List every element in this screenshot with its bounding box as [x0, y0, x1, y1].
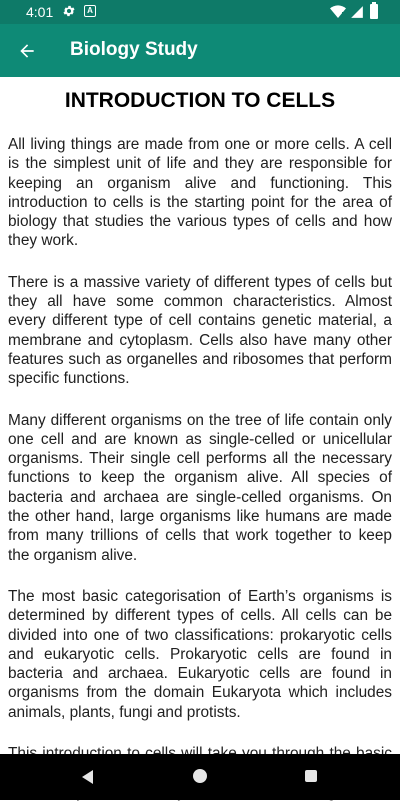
system-nav-bar: [0, 754, 400, 800]
gear-icon: [62, 4, 76, 18]
article-scroll-view[interactable]: [0, 77, 400, 754]
status-time: 4:01: [26, 4, 54, 20]
app-bar: [0, 24, 400, 77]
back-triangle-icon[interactable]: [80, 769, 96, 785]
article-paragraph: All living things are made from one or more cells. A cell is the simplest unit of life and they are responsible for keeping an organism alive and functioning. This introduction to cells is the starting point for the area of biology that studies the various types of cells and how they work.: [8, 136, 392, 250]
status-bar: [0, 0, 400, 24]
app-title: Biology Study: [70, 39, 198, 60]
recents-square-icon[interactable]: [305, 770, 317, 782]
arrow-back-icon: [17, 41, 37, 61]
signal-icon: [350, 5, 364, 19]
article-paragraph: Many different organisms on the tree of life contain only one cell and are known as single-celled or unicellular organisms. Their single cell performs all the necessary functions to keep the organism alive. All species of bacteria and archaea are single-celled organisms. On the other hand, large organisms like humans are made from many trillions of cells that work together to keep the organism alive.: [8, 411, 392, 564]
article-paragraph: There is a massive variety of different types of cells but they all have some common characteristics. Almost every different type of cell contains genetic material, a membrane and cytoplasm. Cells also have many other features such as organelles and ribosomes that perform specific functions.: [8, 273, 392, 388]
a-notification-icon: A: [84, 5, 96, 17]
back-button[interactable]: [10, 34, 44, 68]
page-title: INTRODUCTION TO CELLS: [64, 89, 336, 112]
battery-icon: [370, 4, 378, 19]
article-body: [0, 135, 400, 802]
home-circle-icon[interactable]: [193, 769, 207, 783]
wifi-icon: [330, 5, 346, 19]
article-paragraph: The most basic categorisation of Earth’s organisms is determined by different types of cells. All cells can be divided into one of two classifications: prokaryotic cells and eukaryotic cells. Prokaryotic cells are found in bacteria and archaea. Eukaryotic cells are found in organisms from the domain Eukaryota which includes animals, plants, fungi and protists.: [8, 587, 392, 721]
